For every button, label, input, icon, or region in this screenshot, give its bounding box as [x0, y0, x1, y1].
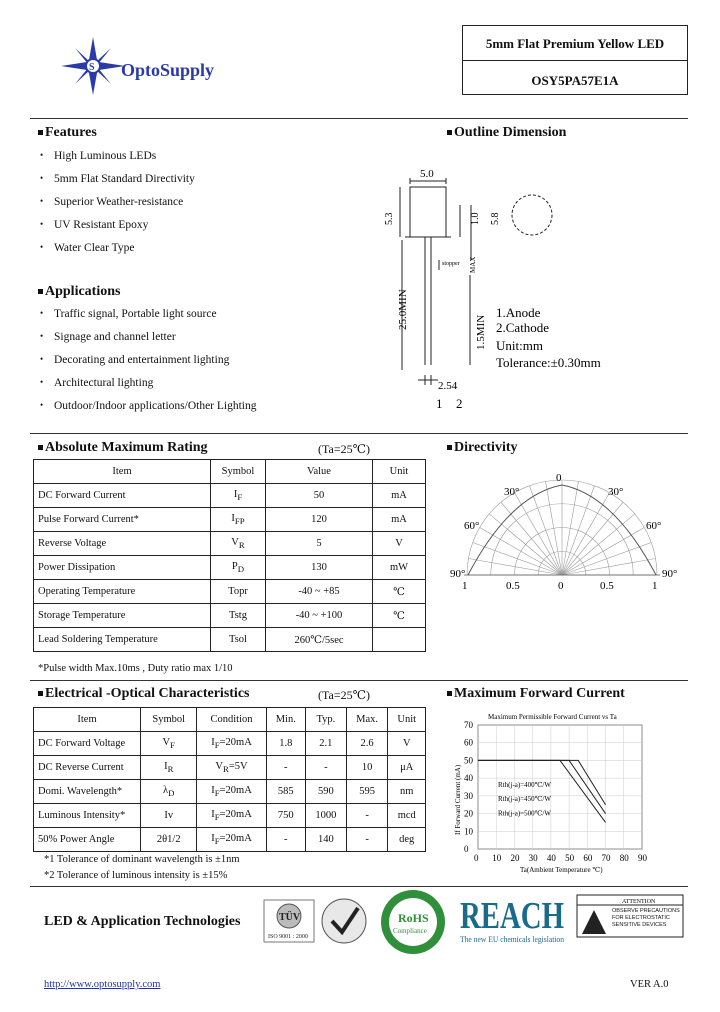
dim-stopper: stopper [442, 261, 460, 267]
pin-2: 2 [456, 396, 463, 411]
table-row: Operating Temperature Topr -40 ~ +85 ℃ [34, 580, 426, 604]
series-label: Rth(j-a)=500℃/W [498, 809, 551, 818]
angle-90-left: 90° [450, 568, 466, 580]
header-divider [30, 118, 688, 119]
legend-tolerance: Tolerance:±0.30mm [496, 355, 601, 370]
list-item: • UV Resistant Epoxy [34, 219, 195, 242]
table-header: Unit [388, 708, 426, 732]
dim-pitch: 2.54 [438, 380, 458, 392]
x-tick-label: 10 [492, 853, 502, 863]
legend-unit: Unit:mm [496, 338, 543, 353]
x-tick-label: 90 [638, 853, 647, 863]
angle-30-right: 30° [608, 486, 624, 498]
y-tick-label: 10 [464, 826, 473, 837]
angle-0: 0 [556, 472, 562, 484]
dim-min-small: 1.5MIN [475, 314, 487, 350]
dim-width: 5.0 [420, 168, 434, 180]
max-forward-chart [450, 705, 690, 875]
list-item: • Outdoor/Indoor applications/Other Lighting [34, 400, 257, 423]
table-row: Luminous Intensity* Iv $I_F=20mA$ 750 1000 - mcd [34, 804, 426, 828]
esd-warning-box: ATTENTION OBSERVE PRECAUTIONS FOR ELECTROSTATIC SENSITIVE DEVICES [576, 894, 686, 940]
rohs-logo [378, 888, 448, 956]
header-box [462, 25, 688, 95]
table-row: Domi. Wavelength* $\lambda_D$ $I_F=20mA$ 585 590 595 nm [34, 780, 426, 804]
table-header: Symbol [211, 460, 266, 484]
table-row: DC Forward Current $I_F$ 50 mA [34, 484, 426, 508]
series-label: Rth(j-a)=400℃/W [498, 781, 551, 789]
table-row: 50% Power Angle 2θ1/2 $I_F=20mA$ - 140 - deg [34, 828, 426, 852]
angle-60-left: 60° [464, 520, 480, 532]
table-header: Value [266, 460, 373, 484]
x-tick-label: 30 [528, 853, 538, 863]
x-tick-label: 0 [474, 853, 479, 863]
svg-text:RoHS: RoHS [398, 911, 429, 925]
x-tick-label: 40 [546, 853, 556, 863]
angle-30-left: 30° [504, 486, 520, 498]
logo-star-icon [61, 37, 125, 95]
section-divider [30, 433, 688, 434]
table-header: Min. [266, 708, 305, 732]
applications-title: Applications [38, 284, 120, 300]
table-row: Pulse Forward Current* $I_{FP}$ 120 mA [34, 508, 426, 532]
product-title: 5mm Flat Premium Yellow LED [485, 36, 665, 51]
svg-text:ISO 9001 : 2000: ISO 9001 : 2000 [268, 934, 308, 940]
features-title: Features [38, 125, 97, 141]
eo-note-1: *1 Tolerance of dominant wavelength is ±1nm [44, 854, 240, 865]
abs-max-table [33, 459, 426, 652]
website-link[interactable]: http://www.optosupply.com [44, 979, 161, 990]
table-header: Typ. [306, 708, 347, 732]
angle-60-right: 60° [646, 520, 662, 532]
table-header: Item [34, 460, 211, 484]
svg-text:REACH: REACH [460, 895, 564, 937]
list-item: • Signage and channel letter [34, 331, 257, 354]
series-label: Rth(j-a)=450℃/W [498, 795, 551, 804]
dim-side: 5.8 [490, 212, 501, 225]
list-item: • 5mm Flat Standard Directivity [34, 173, 195, 196]
svg-text:Compliance: Compliance [393, 927, 427, 935]
x-tick-label: 60 [583, 853, 593, 863]
y-tick-label: 20 [464, 808, 473, 819]
angle-90-right: 90° [662, 568, 678, 580]
max-forward-title: Maximum Forward Current [447, 686, 625, 702]
features-list [34, 150, 195, 265]
table-row: DC Reverse Current $I_R$ $V_R=5V$ - - 10 μA [34, 756, 426, 780]
table-row: Storage Temperature Tstg -40 ~ +100 ℃ [34, 604, 426, 628]
abs-max-condition: (Ta=25℃) [318, 442, 371, 456]
outline-drawing [380, 165, 640, 415]
eo-title: Electrical -Optical Characteristics [38, 686, 249, 702]
logo-text: OptoSupply [121, 60, 215, 80]
table-row: DC Forward Voltage $V_F$ $I_F=20mA$ 1.8 2.1 2.6 V [34, 732, 426, 756]
list-item: • Decorating and entertainment lighting [34, 354, 257, 377]
legend-cathode: 2.Cathode [496, 320, 550, 335]
list-item: • High Luminous LEDs [34, 150, 195, 173]
x-tick-label: 50 [565, 853, 575, 863]
eo-note-2: *2 Tolerance of luminous intensity is ±15% [44, 870, 228, 881]
eo-table [33, 707, 426, 852]
abs-max-note: *Pulse width Max.10ms , Duty ratio max 1/10 [38, 663, 233, 674]
table-header: Condition [197, 708, 266, 732]
table-header: Max. [346, 708, 388, 732]
section-divider [30, 680, 688, 681]
y-tick-label: 30 [464, 790, 473, 801]
certification-logos [262, 896, 372, 946]
list-item: • Superior Weather-resistance [34, 196, 195, 219]
table-header: Symbol [141, 708, 197, 732]
scale-tick: 0 [558, 580, 564, 592]
scale-tick: 0.5 [506, 580, 520, 592]
svg-text:S: S [89, 62, 95, 73]
legend-anode: 1.Anode [496, 305, 541, 320]
x-tick-label: 70 [601, 853, 611, 863]
directivity-chart [450, 465, 690, 595]
table-row: Reverse Voltage $V_R$ 5 V [34, 532, 426, 556]
directivity-title: Directivity [447, 440, 518, 456]
applications-list [34, 308, 257, 423]
part-number: OSY5PA57E1A [531, 73, 619, 88]
list-item: • Architectural lighting [34, 377, 257, 400]
scale-tick: 0.5 [600, 580, 614, 592]
eo-condition: (Ta=25℃) [318, 688, 371, 702]
outline-title: Outline Dimension [447, 125, 566, 141]
y-tick-label: 40 [464, 773, 473, 784]
abs-max-title: Absolute Maximum Rating [38, 440, 208, 456]
company-name: LED & Application Technologies [44, 914, 241, 929]
list-item: • Water Clear Type [34, 242, 195, 265]
y-tick-label: 50 [464, 755, 473, 766]
dim-lead-length: 25.0MIN [397, 289, 409, 330]
table-row: Lead Soldering Temperature Tsol 260℃/5sec [34, 628, 426, 652]
x-axis-label: Ta(Ambient Temperature ℃) [520, 866, 603, 874]
x-tick-label: 80 [619, 853, 629, 863]
svg-text:The new EU chemicals legislati: The new EU chemicals legislation [460, 935, 564, 944]
version-label: VER A.0 [630, 979, 669, 990]
dim-lens: 1.0 [470, 212, 481, 225]
y-tick-label: 0 [464, 844, 469, 854]
footer-divider [30, 886, 688, 887]
y-tick-label: 70 [464, 720, 473, 730]
tuv-iso-logo [264, 900, 314, 942]
svg-text:TÜV: TÜV [279, 912, 301, 923]
list-item: • Traffic signal, Portable light source [34, 308, 257, 331]
scale-tick: 1 [652, 580, 658, 592]
y-axis-label: If Forward Current (mA) [454, 764, 462, 835]
x-tick-label: 20 [510, 853, 520, 863]
svg-text:ATTENTION: ATTENTION [622, 899, 656, 905]
pin-1: 1 [436, 396, 443, 411]
optosupply-logo [55, 35, 275, 100]
dim-height: 5.3 [384, 212, 395, 225]
table-header: Unit [373, 460, 426, 484]
chart-title: Maximum Permissible Forward Current vs Ta [488, 713, 617, 721]
y-tick-label: 60 [464, 737, 473, 748]
scale-tick: 1 [462, 580, 468, 592]
table-header: Item [34, 708, 141, 732]
check-seal-logo [322, 899, 366, 943]
table-row: Power Dissipation $P_D$ 130 mW [34, 556, 426, 580]
dim-max: MAX [469, 256, 477, 273]
reach-logo [458, 888, 568, 948]
